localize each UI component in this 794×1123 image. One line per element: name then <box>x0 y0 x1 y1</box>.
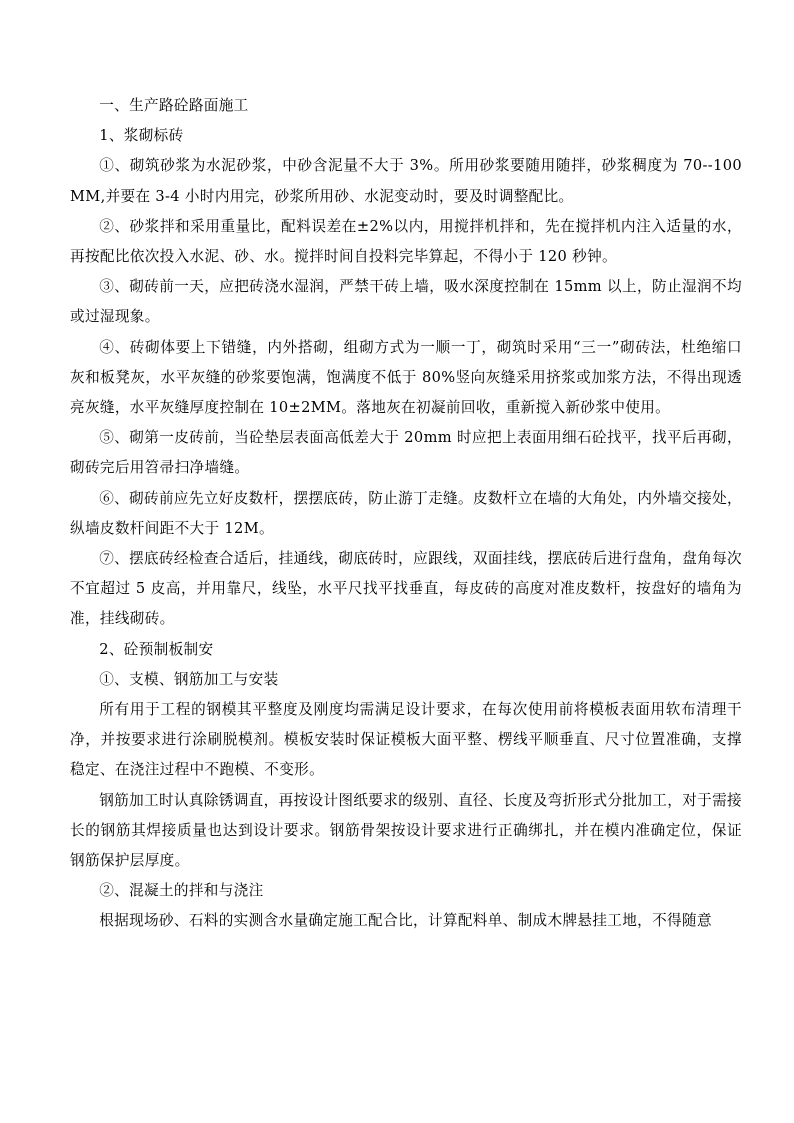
paragraph-rebar: 钢筋加工时认真除锈调直，再按设计图纸要求的级别、直径、长度及弯折形式分批加工，对于需接长的钢筋其焊接质量也达到设计要求。钢筋骨架按设计要求进行正确绑扎，并在模内准确定位，保证钢筋保护层厚度。 <box>70 791 742 870</box>
paragraph-story-pole: ⑥、砌砖前应先立好皮数杆，摆摆底砖，防止游丁走缝。皮数杆立在墙的大角处，内外墙交接处，纵墙皮数杆间距不大于 12M。 <box>70 489 742 537</box>
section-heading: 一、生产路砼路面施工 <box>99 97 249 114</box>
paragraph-concrete: 根据现场砂、石料的实测含水量确定施工配合比，计算配料单、制成木牌悬挂工地，不得随意 <box>99 912 712 930</box>
paragraph-bonding: ④、砖砌体要上下错缝，内外搭砌，组砌方式为一顺一丁，砌筑时采用“三一”砌砖法，杜绝缩口灰和板凳灰，水平灰缝的砂浆要饱满，饱满度不低于 80%竖向灰缝采用挤浆或加浆方法，不得出现透亮灰缝，水平灰缝厚度控制在 10±2MM。落地灰在初凝前回收，重新搅入新砂浆中使用。 <box>70 338 742 417</box>
paragraph-mortar: ①、砌筑砂浆为水泥砂浆，中砂含泥量不大于 3%。所用砂浆要随用随拌，砂浆稠度为 70--100MM,并要在 3-4 小时内用完，砂浆所用砂、水泥变动时，要及时调整配比。 <box>70 157 742 205</box>
subsection-title-precast: 2、砼预制板制安 <box>99 640 214 658</box>
subsection-title-masonry: 1、浆砌标砖 <box>99 127 184 145</box>
paragraph-formwork: 所有用于工程的钢模其平整度及刚度均需满足设计要求，在每次使用前将模板表面用软布清理干净，并按要求进行涂刷脱模剂。模板安装时保证模板大面平整、楞线平顺垂直、尺寸位置准确，支撑稳定、在浇注过程中不跑模、不变形。 <box>70 701 742 779</box>
paragraph-first-course: ⑤、砌第一皮砖前，当砼垫层表面高低差大于 20mm 时应把上表面用细石砼找平，找平后再砌，砌砖完后用笤帚扫净墙缝。 <box>70 429 742 477</box>
paragraph-base-course: ⑦、摆底砖经检查合适后，挂通线，砌底砖时，应跟线，双面挂线，摆底砖后进行盘角，盘角每次不宜超过 5 皮高，并用靠尺，线坠，水平尺找平找垂直，每皮砖的高度对准皮数杆，按盘好的墙角为准，挂线砌砖。 <box>70 550 742 628</box>
sub-item-title-concrete: ②、混凝土的拌和与浇注 <box>99 882 264 900</box>
document-body <box>70 91 742 937</box>
paragraph-mixing: ②、砂浆拌和采用重量比，配料误差在±2%以内，用搅拌机拌和，先在搅拌机内注入适量的水，再按配比依次投入水泥、砂、水。搅拌时间自投料完毕算起，不得小于 120 秒钟。 <box>70 217 742 266</box>
sub-item-title-formwork: ①、支模、钢筋加工与安装 <box>99 670 279 688</box>
paragraph-wetting: ③、砌砖前一天，应把砖浇水湿润，严禁干砖上墙，吸水深度控制在 15mm 以上，防止湿润不均或过湿现象。 <box>70 278 742 326</box>
